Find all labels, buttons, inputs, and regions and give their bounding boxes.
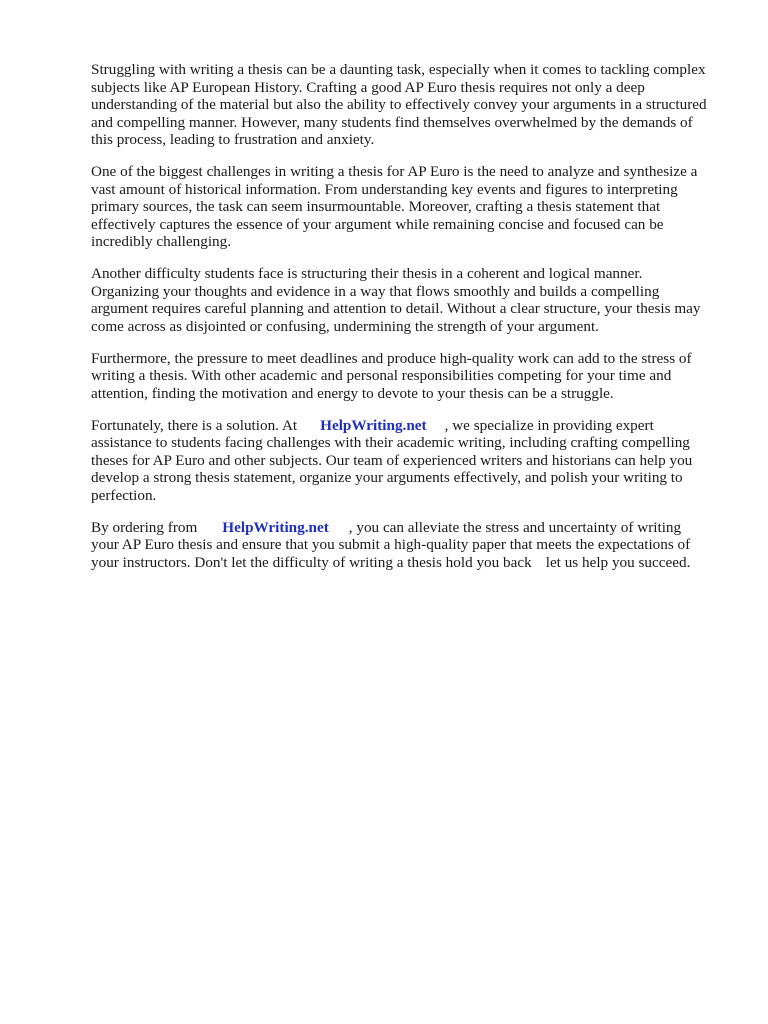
paragraph-6-rest: your AP Euro thesis and ensure that you submit a high-quality paper that meets the expectations of your instructors. Don't let the difficulty of writing a thesis hold you back bbox=[91, 536, 691, 571]
helpwriting-link-1[interactable]: HelpWriting.net bbox=[320, 416, 427, 434]
paragraph-3: Another difficulty students face is structuring their thesis in a coherent and logical manner. Organizing your thoughts and evidence in a way that flows smoothly and builds a compelling argument requires careful planning and attention to detail. Without a clear structure, your thesis may come across as disjointed or confusing, undermining the strength of your argument. bbox=[91, 265, 701, 335]
paragraph-6-tail: let us help you succeed. bbox=[545, 553, 691, 571]
document-body bbox=[91, 61, 731, 586]
paragraph-6 bbox=[91, 519, 731, 572]
helpwriting-link-2[interactable]: HelpWriting.net bbox=[222, 518, 329, 536]
paragraph-5-intro: Fortunately, there is a solution. At bbox=[91, 416, 298, 434]
paragraph-2: One of the biggest challenges in writing a thesis for AP Euro is the need to analyze and synthesize a vast amount of historical information. From understanding key events and figures to interpreting primary sources, the task can seem insurmountable. Moreover, crafting a thesis statement that effectively captures the essence of your argument while remaining concise and focused can be incredibly challenging. bbox=[91, 163, 698, 250]
paragraph-6-rest-line1: , you can alleviate the stress and uncertainty of writing bbox=[348, 518, 682, 536]
paragraph-5-rest: , we specialize in providing expert assistance to students facing challenges with their academic writing, including crafting compelling theses for AP Euro and other subjects. Our team of experienced writers and historians can help you develop a strong thesis statement, organize your arguments effectively, and polish your writing to perfection. bbox=[91, 416, 693, 504]
paragraph-6-intro: By ordering from bbox=[91, 518, 198, 536]
paragraph-1: Struggling with writing a thesis can be a daunting task, especially when it comes to tackling complex subjects like AP European History. Crafting a good AP Euro thesis requires not only a deep understanding of the material but also the ability to effectively convey your arguments in a structured and compelling manner. However, many students find themselves overwhelmed by the demands of this process, leading to frustration and anxiety. bbox=[91, 61, 707, 148]
paragraph-4: Furthermore, the pressure to meet deadlines and produce high-quality work can add to the stress of writing a thesis. With other academic and personal responsibilities competing for your time and attention, finding the motivation and energy to devote to your thesis can be a struggle. bbox=[91, 349, 692, 402]
paragraph-5 bbox=[91, 417, 731, 505]
